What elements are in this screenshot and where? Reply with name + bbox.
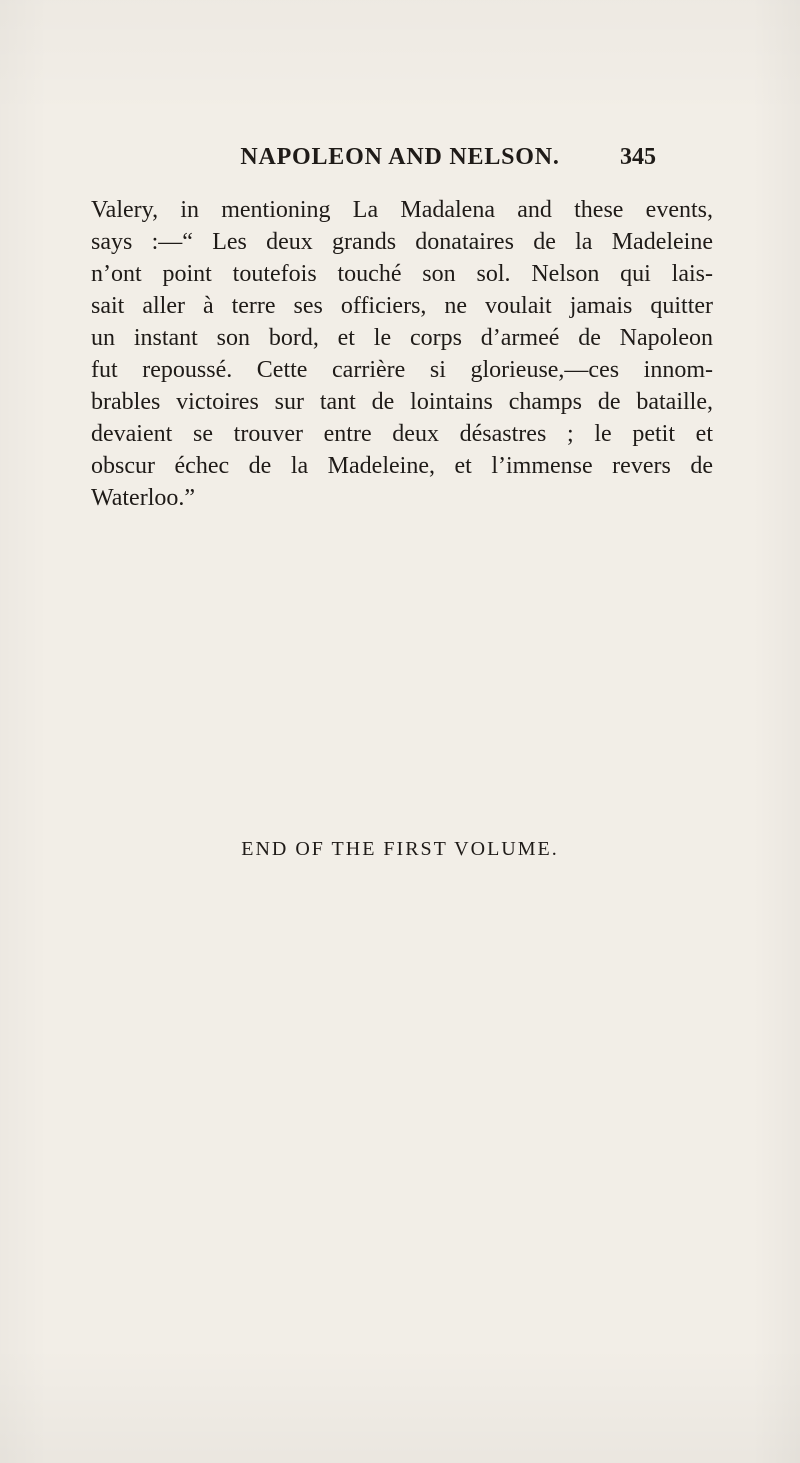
text-line: obscur échec de la Madeleine, et l’immense revers de: [91, 453, 713, 479]
page-number: 345: [620, 144, 656, 170]
text-line: fut repoussé. Cette carrière si glorieuse,—ces innom-: [91, 357, 713, 383]
text-line: brables victoires sur tant de lointains champs de bataille,: [91, 389, 713, 415]
running-title: NAPOLEON AND NELSON.: [240, 144, 560, 170]
text-line: Waterloo.”: [91, 485, 196, 511]
running-head: [0, 141, 800, 173]
body-text: [91, 194, 713, 514]
text-line: un instant son bord, et le corps d’armeé de Napoleon: [91, 325, 713, 351]
text-line: says :—“ Les deux grands donataires de la Madeleine: [91, 229, 713, 255]
text-line: devaient se trouver entre deux désastres ; le petit et: [91, 421, 713, 447]
text-line: n’ont point toutefois touché son sol. Nelson qui lais-: [91, 261, 713, 287]
text-line: sait aller à terre ses officiers, ne voulait jamais quitter: [91, 293, 713, 319]
end-of-volume-note: END OF THE FIRST VOLUME.: [241, 838, 559, 860]
text-line: Valery, in mentioning La Madalena and these events,: [91, 197, 713, 223]
